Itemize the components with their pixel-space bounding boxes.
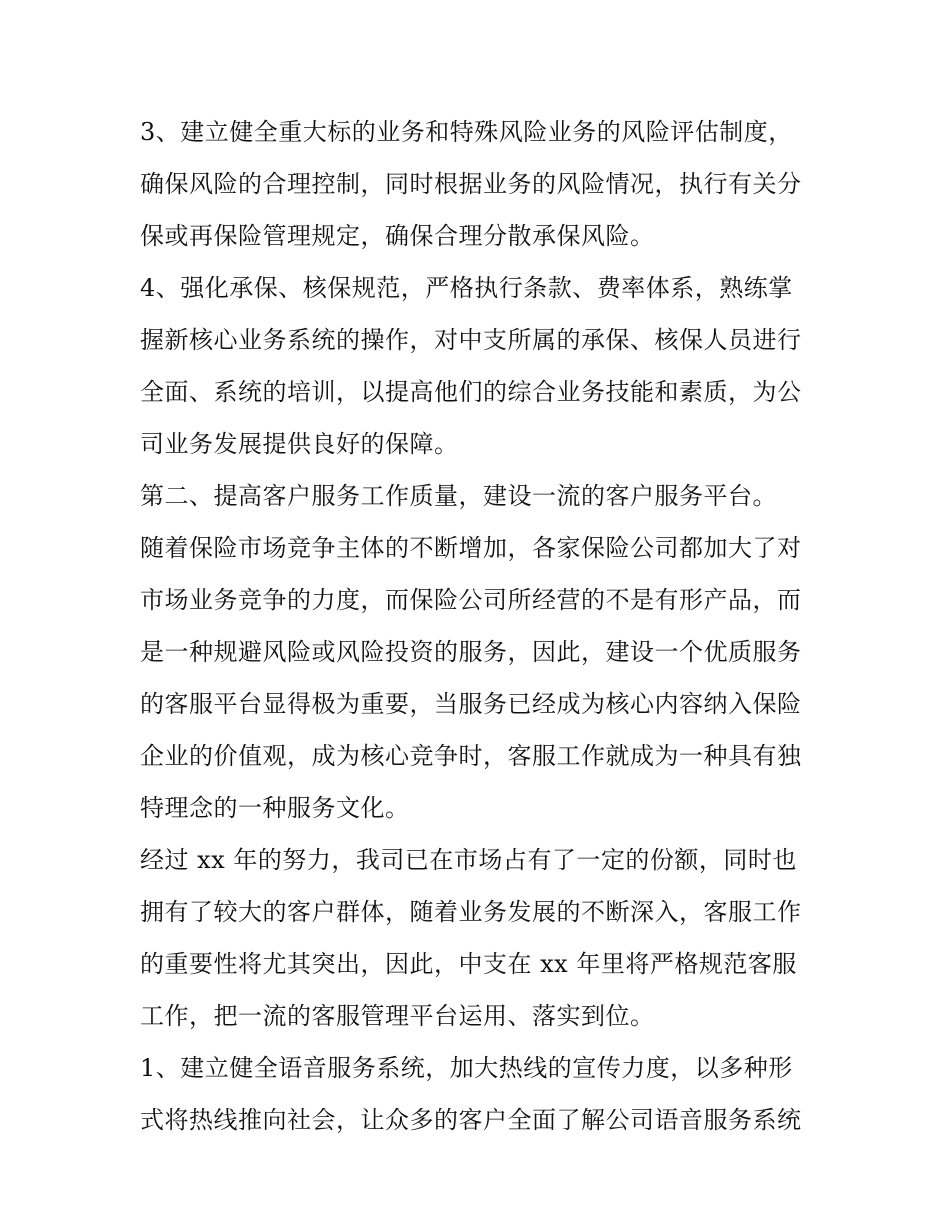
text-line: 的重要性将尤其突出，因此，中支在 xx 年里将严格规范客服 — [140, 950, 797, 978]
document-body — [140, 106, 816, 1146]
text-line: 1、建立健全语音服务系统，加大热线的宣传力度，以多种形 — [140, 1054, 793, 1082]
text-line: 的客服平台显得极为重要，当服务已经成为核心内容纳入保险 — [140, 690, 802, 718]
text-line: 握新核心业务系统的操作，对中支所属的承保、核保人员进行 — [140, 326, 802, 354]
text-line: 确保风险的合理控制，同时根据业务的风险情况，执行有关分 — [140, 170, 802, 198]
text-line: 随着保险市场竞争主体的不断增加，各家保险公司都加大了对 — [140, 534, 802, 562]
text-line: 3、建立健全重大标的业务和特殊风险业务的风险评估制度， — [140, 118, 793, 146]
text-line: 特理念的一种服务文化。 — [140, 794, 410, 822]
text-line: 全面、系统的培训，以提高他们的综合业务技能和素质，为公 — [140, 378, 802, 406]
text-line: 是一种规避风险或风险投资的服务，因此，建设一个优质服务 — [140, 638, 802, 666]
text-line: 拥有了较大的客户群体，随着业务发展的不断深入，客服工作 — [140, 898, 802, 926]
section-heading: 第二、提高客户服务工作质量，建设一流的客户服务平台。 — [140, 482, 777, 510]
text-line: 司业务发展提供良好的保障。 — [140, 430, 459, 458]
text-line: 工作，把一流的客服管理平台运用、落实到位。 — [140, 1002, 655, 1030]
text-line: 企业的价值观，成为核心竞争时，客服工作就成为一种具有独 — [140, 742, 802, 770]
text-line: 经过 xx 年的努力，我司已在市场占有了一定的份额，同时也 — [140, 846, 797, 874]
text-line: 保或再保险管理规定，确保合理分散承保风险。 — [140, 222, 655, 250]
text-line: 4、强化承保、核保规范，严格执行条款、费率体系，熟练掌 — [140, 274, 793, 302]
text-line: 式将热线推向社会，让众多的客户全面了解公司语音服务系统 — [140, 1106, 802, 1134]
text-line: 市场业务竞争的力度，而保险公司所经营的不是有形产品，而 — [140, 586, 802, 614]
